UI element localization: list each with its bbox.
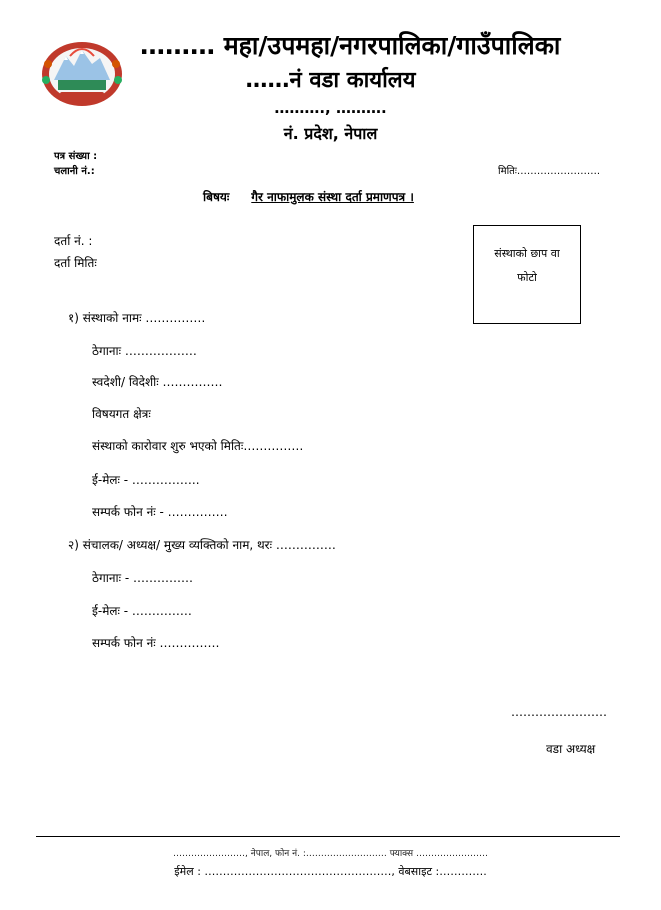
org-name-field: १) संस्थाको नामः …………… [68, 311, 206, 325]
patra-sankhya-label: पत्र संख्या : [54, 151, 98, 162]
org-address-field: ठेगानाः ……………… [92, 344, 197, 358]
org-email-field: ई-मेलः - …………….. [92, 473, 200, 487]
org-origin-field: स्वदेशी/ विदेशीः …………… [92, 375, 223, 389]
date-field: मितिः……………………. [498, 166, 601, 177]
photo-box-line2: फोटो [517, 271, 537, 284]
signature-dots: …………………… [511, 705, 607, 719]
photo-box-line1: संस्थाको छाप वा [494, 247, 560, 260]
head-person-name-field: २) संचालक/ अध्यक्ष/ मुख्य व्यक्तिको नाम, थरः …………… [68, 538, 336, 552]
org-phone-field: सम्पर्क फोन नंः - …………… [92, 505, 228, 519]
header-line-location: ………., ………. [274, 99, 387, 117]
chalani-no-label: चलानी नं.: [54, 166, 95, 177]
stamp-photo-box [473, 225, 581, 324]
header-line-province: नं. प्रदेश, नेपाल [283, 124, 378, 143]
head-person-phone-field: सम्पर्क फोन नंः …………… [92, 636, 220, 650]
ward-chairperson-title: वडा अध्यक्ष [546, 742, 596, 756]
subject-label: बिषयः [203, 190, 230, 204]
footer-email-website-line: ईमेल : ……………………………………………, वेबसाइट :…………. [174, 865, 487, 878]
registration-number: दर्ता नं. : [54, 234, 93, 248]
subject-line [203, 188, 414, 205]
org-start-date-field: संस्थाको कारोवार शुरु भएको मितिः…………… [92, 439, 304, 453]
header-line-municipality: ……… महा/उपमहा/नगरपालिका/गाउँपालिका [140, 31, 561, 60]
head-person-address-field: ठेगानाः - …………… [92, 571, 193, 585]
registration-date: दर्ता मितिः [54, 256, 97, 270]
footer-divider [36, 836, 620, 837]
subject-text: गैर नाफामुलक संस्था दर्ता प्रमाणपत्र । [251, 190, 414, 204]
footer-contact-line: ……………………, नेपाल, फोन नं. :……………………… फ्याक्स …………………… [173, 849, 488, 859]
head-person-email-field: ई-मेलः - …………… [92, 604, 192, 618]
org-subject-area-field: विषयगत क्षेत्रः [92, 407, 151, 421]
header-line-ward-office: ……नं वडा कार्यालय [245, 68, 416, 93]
